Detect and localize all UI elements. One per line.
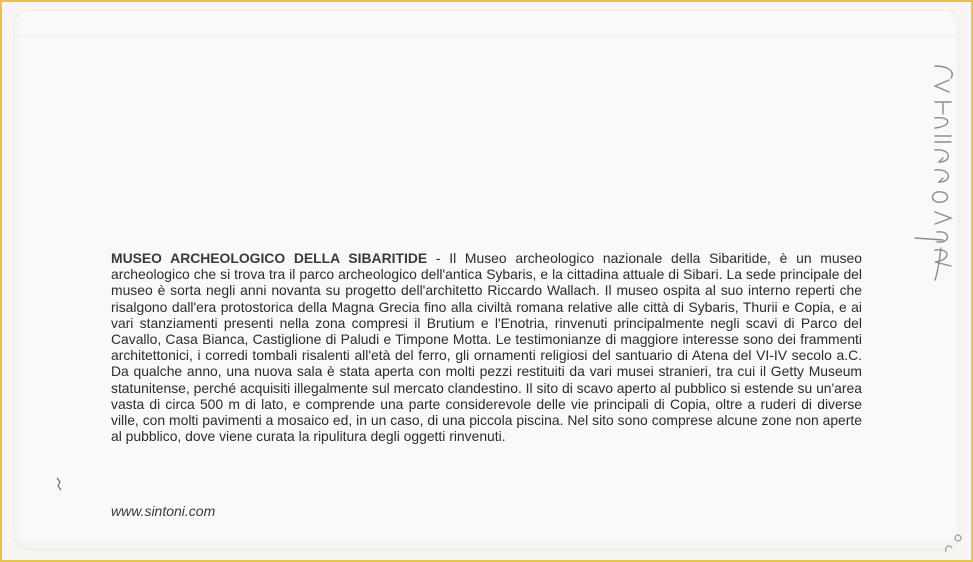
- website-link[interactable]: www.sintoni.com: [111, 503, 216, 519]
- paper-speck: [54, 476, 64, 492]
- envelope-flap-edge: [14, 36, 959, 37]
- handwritten-note: [905, 62, 965, 282]
- museum-description: [111, 250, 862, 444]
- corner-handwritten-mark: [940, 530, 968, 558]
- museum-body-text: - Il Museo archeologico nazionale della Sibaritide, è un museo archeologico che si trova tra il parco archeologico dell'antica Sybaris, e la cittadina attuale di Sibari. La sede principale del museo è sorta negli anni novanta su progetto dell'architetto Riccardo Wallach. Il museo ospita al suo interno reperti che risalgono dall'era protostorica della Magna Grecia fino alla civiltà romana relative alle città di Sybaris, Thurii e Copia, e ai vari stanziamenti presenti nella zona compresi il Brutium e l'Enotria, rinvenuti principalmente negli scavi di Parco del Cavallo, Casa Bianca, Castiglione di Paludi e Timpone Motta. Le testimonianze di maggiore interesse sono dei frammenti architettonici, i corredi tombali risalenti all'età del ferro, gli ornamenti religiosi del santuario di Atena del VI-IV secolo a.C. Da qualche anno, una nuova sala è stata aperta con molti pezzi restituiti da vari musei stranieri, tra cui il Getty Museum statunitense, perché acquisiti illegalmente sul mercato clandestino. Il sito di scavo aperto al pubblico si estende su un'area vasta di circa 500 m di lato, e comprende una parte considerevole delle vie principali di Copia, oltre a ruderi di diverse ville, con molti pavimenti a mosaico ed, in un caso, di una piccola piscina. Nel sito sono comprese alcune zone non aperte al pubblico, dove viene curata la ripulitura degli oggetti rinvenuti.: [111, 250, 862, 445]
- museum-title: MUSEO ARCHEOLOGICO DELLA SIBARITIDE: [111, 250, 428, 266]
